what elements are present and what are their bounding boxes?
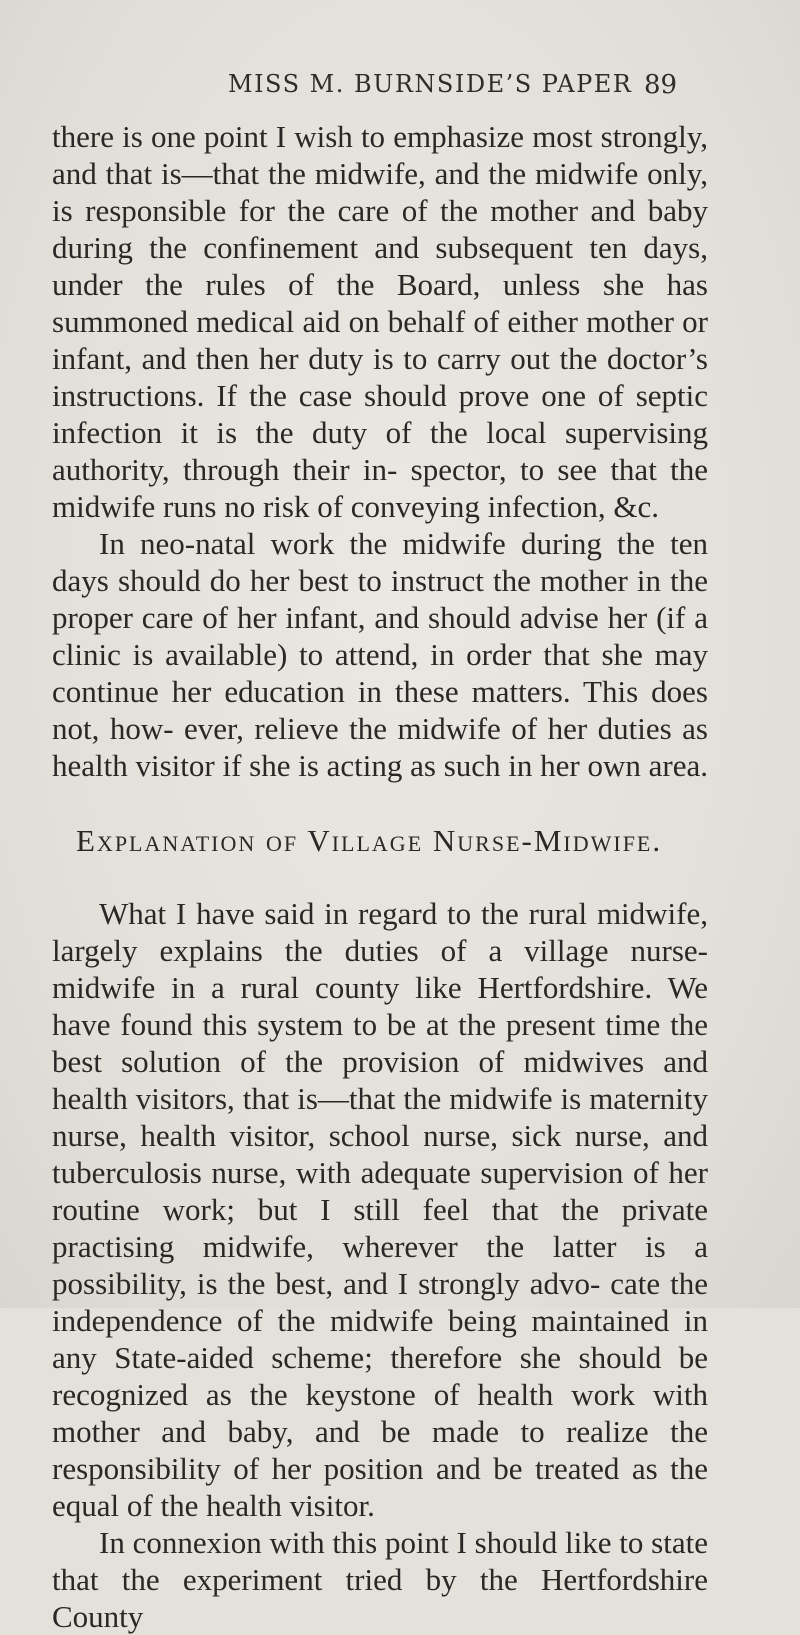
body-text — [52, 118, 708, 1635]
paragraph-4: In connexion with this point I should like to state that the experiment tried by the Hertfordshire County — [52, 1525, 708, 1634]
section-heading: Explanation of Village Nurse-Midwife. — [76, 823, 663, 858]
running-title: MISS M. BURNSIDE’S PAPER — [228, 70, 633, 98]
running-head — [0, 70, 800, 110]
paragraph-3: What I have said in regard to the rural midwife, largely explains the duties of a village nurse-midwife in a rural county like Hertfordshire. We have found this system to be at the present time the best solution of the provision of midwives and health visitors, that is—that the midwife is maternity nurse, health visitor, school nurse, sick nurse, and tuberculosis nurse, with adequate supervision of her routine work; but I still feel that the private practising midwife, wherever the latter is a possibility, is the best, and I strongly advo- cate the independence of the midwife being maintained in any State-aided scheme; therefore she should be recognized as the keystone of health work with mother and baby, and be made to realize the responsibility of her position and be treated as the equal of the health visitor. — [52, 896, 708, 1523]
page-number: 89 — [644, 70, 678, 100]
paragraph-1: there is one point I wish to emphasize most strongly, and that is—that the midwife, and the midwife only, is responsible for the care of the mother and baby during the confinement and subsequent ten days, under the rules of the Board, unless she has summoned medical aid on behalf of either mother or infant, and then her duty is to carry out the doctor’s instructions. If the case should prove one of septic infection it is the duty of the local supervising authority, through their in- spector, to see that the midwife runs no risk of conveying infection, &c. — [52, 119, 708, 524]
paragraph-2: In neo-natal work the midwife during the ten days should do her best to instruct the mother in the proper care of her infant, and should advise her (if a clinic is available) to attend, in order that she may continue her education in these matters. This does not, how- ever, relieve the midwife of her duties as health visitor if she is acting as such in her own area. — [52, 526, 708, 783]
